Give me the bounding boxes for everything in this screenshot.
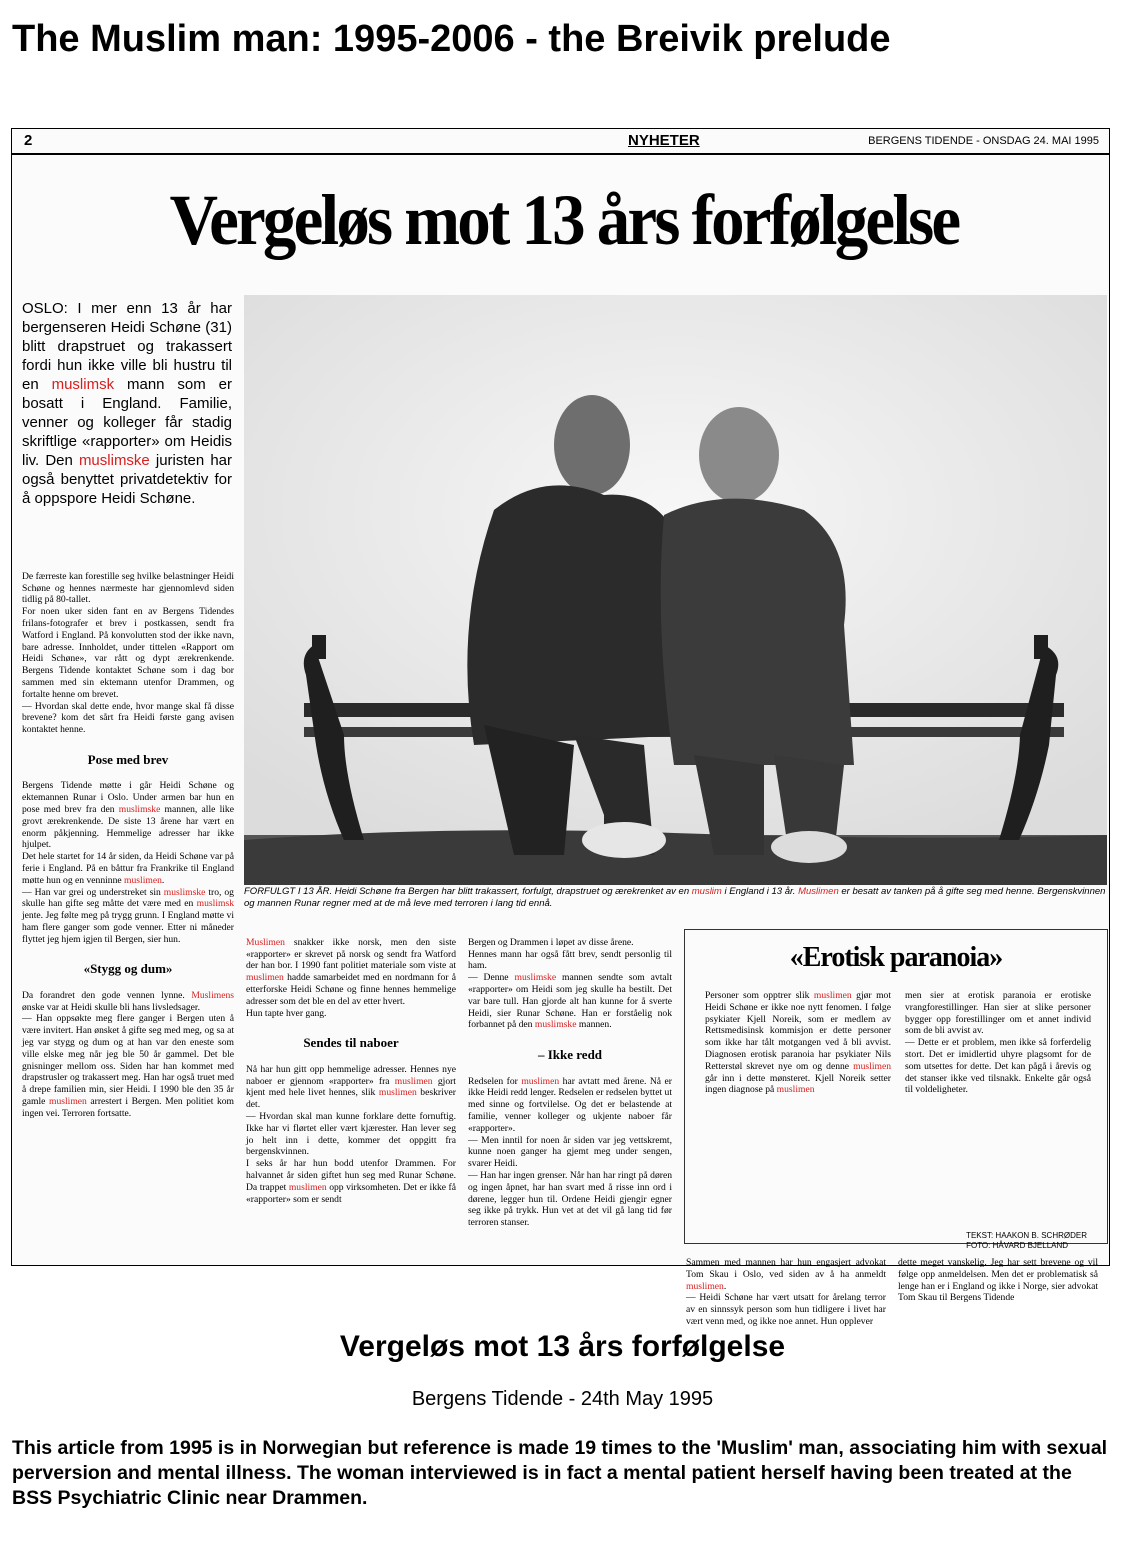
caption-title: Vergeløs mot 13 års forfølgelse bbox=[339, 1330, 786, 1363]
text-credit: TEKST: HAAKON B. SCHRØDER bbox=[966, 1231, 1087, 1240]
subhead-stygg-og-dum: «Stygg og dum» bbox=[83, 961, 173, 977]
page-number: 2 bbox=[24, 132, 33, 149]
column-2-body: Muslimen snakker ikke norsk, men den siste «rapporter» er skrevet på norsk og sendt fra Watford der han bor. I 1990 fant politiet materiale som viste at muslimen hadde samarbeidet med en nordmann for å etterforske Heidi Schøne og finne hennes hemmelige adresser som det ble en del av etter hvert. Hun tapte hver gang. bbox=[246, 936, 456, 1019]
masthead-dateline: BERGENS TIDENDE - ONSDAG 24. MAI 1995 bbox=[868, 135, 1099, 147]
column-5: dette meget vanskelig. Jeg har sett brevene og vil følge opp anmeldelsen. Men det er problematisk så lenge han er i England og ikke i Norge, sier advokat Tom Skau til Bergens Tidende bbox=[898, 1257, 1098, 1304]
subhead-pose-med-brev: Pose med brev bbox=[87, 751, 169, 767]
photo-credit: FOTO: HÅVARD BJELLAND bbox=[966, 1241, 1069, 1250]
sidebar-box-column-1: Personer som opptrer slik muslimen gjør mot Heidi Schøne er ikke noe nytt fenomen. I følge psykiater Kjell Noreik, som er medlem av Rettsmedisinsk kommisjon er dette personer som ikke har tålt motgangen ved å bli avvist. Diagnosen erotisk paranoia har psykiater Nils Retterstøl skrevet nye om og denne muslimen går inn i dette mønsteret. Kjell Noreik setter ingen diagnose på muslimen bbox=[705, 990, 891, 1096]
column-4: Sammen med mannen har hun engasjert advokat Tom Skau i Oslo, ved siden av å ha anmeldt muslimen. — Heidi Schøne har vært utsatt for årelang terror av en sinnssyk person som hun tidligere i livet har vært venn med, og ikke noe annet. Hun opplever bbox=[686, 1257, 886, 1327]
column-1-body: De færreste kan forestille seg hvilke belastninger Heidi Schøne og hennes nærmeste har gjennomlevd siden tidlig på 80-tallet. For noen uker siden fant en av Bergens Tidendes frilans-fotografer et brev i postkassen, sendt fra Watford i England. På konvolutten stod der ikke navn, bare adresse. Innholdet, under tittelen «Rapport om Heidi Schøne», var rått og dypt ærekrenkende. Bergens Tidende kontaktet Schøne som i dag bor sammen med sin ektemann utenfor Drammen, og fortalte henne om brevet. — Hvordan skal dette ende, hvor mange skal få disse brevene? kom det sårt fra Heidi første gang avisen kontaktet henne. bbox=[22, 570, 234, 736]
newspaper-clipping bbox=[11, 128, 1110, 1327]
clipping-header-bar bbox=[12, 129, 1109, 155]
caption-subtitle: Bergens Tidende - 24th May 1995 bbox=[411, 1388, 714, 1410]
page-title: The Muslim man: 1995-2006 - the Breivik prelude bbox=[12, 18, 891, 60]
article-headline: Vergeløs mot 13 års forfølgelse bbox=[169, 180, 959, 260]
lead-paragraph: OSLO: I mer enn 13 år har bergenseren Heidi Schøne (31) blitt drapstruet og trakassert fordi hun ikke ville bli hustru til en muslimsk mann som er bosatt i England. Familie, venner og kolleger får stadig skriftlige «rapporter» om Heidis liv. Den muslimske juristen har også benyttet privatdetektiv for å oppspore Heidi Schøne. bbox=[22, 300, 233, 507]
column-2 bbox=[246, 925, 456, 1217]
subhead-ikke-redd: – Ikke redd bbox=[537, 1046, 603, 1062]
sidebar-box bbox=[684, 929, 1108, 1244]
subhead-sendes-til-naboer: Sendes til naboer bbox=[303, 1035, 399, 1051]
couple-on-bench-illustration bbox=[244, 295, 1107, 885]
column-1 bbox=[22, 559, 234, 1131]
column-1-body-b: Bergens Tidende møtte i går Heidi Schøne og ektemannen Runar i Oslo. Under armen bar hun en pose med brev fra den muslimske mannen, alle like grovt ærekrenkende. De siste 13 årene har vært en enorm påkjenning. Hemmelige adresser har ikke hjulpet. Det hele startet for 14 år siden, da Heidi Schøne var på ferie i England. På en båttur fra Frankrike til England møtte hun og en venninne muslimen. — Han var grei og understreket sin muslimske tro, og skulle han gifte seg måtte det være med en muslimsk jente. Jeg følte meg på trygg grunn. I England møtte vi ham flere ganger som gode venner. Etter ni måneder flyttet jeg hjem igjen til Bergen, sier hun. bbox=[22, 780, 234, 945]
commentary-paragraph: This article from 1995 is in Norwegian but reference is made 19 times to the 'Muslim' man, associating him with sexual perversion and mental illness. The woman interviewed is in fact a mental patient herself having been treated at the BSS Psychiatric Clinic near Drammen. bbox=[12, 1437, 1108, 1509]
column-1-body-c: Da forandret den gode vennen lynne. Muslimens ønske var at Heidi skulle bli hans livsledsager. — Han oppsøkte meg flere ganger i Bergen uten å være invitert. Han ønsket å gifte seg med meg, og sa at jeg var stygg og dum og at han var den eneste som ville elske meg når jeg ble 50 år gammel. Det ble gnisninger mellom oss. Siden har han kommet med drapstrusler og trakassert meg. Han har også truet med å drepe familien min, sier Heidi. I 1990 ble den 35 år gamle muslimen arrestert i Bergen. Men politiet kom ingen vei. Terroren fortsatte. bbox=[22, 989, 234, 1119]
column-2-body-b: Nå har hun gitt opp hemmelige adresser. Hennes nye naboer er gjennom «rapporter» fra muslimen gjort kjent med hele livet hennes, slik muslimen beskriver det. — Hvordan skal man kunne forklare dette fornuftig. Ikke har vi flørtet eller vært kjærester. Han lever seg jo helt inn i dette, kommer det oppgitt fra bergenskvinnen. I seks år har hun bodd utenfor Drammen. For halvannet år siden giftet hun seg med Runar Schøne. Da trappet muslimen opp virksomheten. Det er ikke få «rapporter» som er sendt bbox=[246, 1063, 456, 1205]
sidebar-box-column-2: men sier at erotisk paranoia er erotiske vrangforestillinger. Han sier at slike personer bygger opp forestillinger om et annet individ som de bli avvist av. — Dette er et problem, men ikke så forferdelig stort. Det er imidlertid uhyre plagsomt for de som utsettes for dette. Det kan pågå i årevis og det stanser ikke ved tilsnakk. Enkelte går også til voldeligheter. bbox=[905, 990, 1091, 1096]
column-3-body: Bergen og Drammen i løpet av disse årene. Hennes mann har også fått brev, sendt personlig til ham. — Denne muslimske mannen sendte som avtalt «rapporter» om Heidi som jeg skulle ha bestilt. Det var bare tull. Han gjorde alt han kunne for å sverte Heidi, sier Runar Schøne. Han er forståelig nok forbannet på den muslimske mannen. bbox=[468, 936, 672, 1031]
column-3-body-b: Redselen for muslimen har avtatt med årene. Nå er ikke Heidi redd lenger. Redselen er redselen byttet ut med sinne og fortvilelse. Og det er belastende at familie, venner kolleger og ukjente naboer får «rapporter». — Men inntil for noen år siden var jeg vettskremt, kunne noen ganger ha gjemt meg under sengen, svarer Heidi. — Han har ingen grenser. Når han har ringt på døren og ingen åpnet, har han svart med å risse inn ord i dørene, legger hun til. Ordene Heidi gjengir egner seg ikke på trykk. Hun vet at det vil gå lang tid før terroren stanser. bbox=[468, 1075, 672, 1229]
section-label: NYHETER bbox=[628, 132, 700, 149]
photo-caption: FORFULGT I 13 ÅR. Heidi Schøne fra Bergen har blitt trakassert, forfulgt, drapstruet og ærekrenket av en muslim i England i 13 år. Muslimen er besatt av tanken på å gifte seg med henne. Bergenskvinnen og mannen Runar regner med at de må leve med terroren i lang tid ennå. bbox=[244, 886, 1106, 909]
sidebar-box-title: «Erotisk paranoia» bbox=[789, 942, 1003, 973]
article-photo bbox=[244, 295, 1107, 885]
column-3 bbox=[468, 925, 672, 1241]
byline-credits bbox=[966, 1231, 1087, 1251]
